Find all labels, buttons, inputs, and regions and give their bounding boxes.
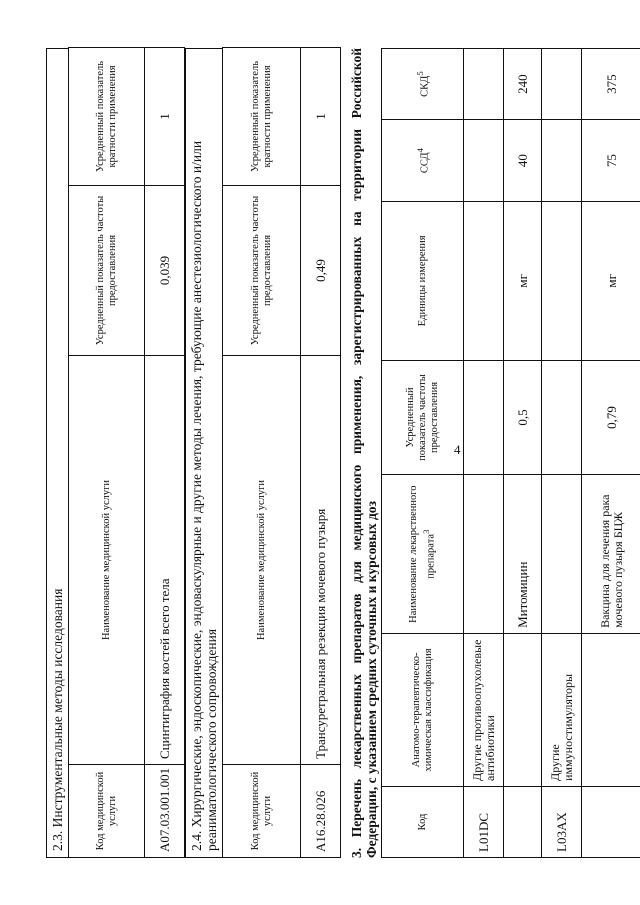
header-name: Наименование медицинской услуги (223, 356, 301, 765)
cell-name: Трансуретральная резекция мочевого пузыря (301, 356, 341, 765)
cell-drug (464, 475, 504, 634)
cell-code (504, 786, 542, 857)
table-header-row (69, 48, 145, 858)
cell-drug: Вакцина для лечения рака мочевого пузыря БЦЖ (582, 475, 640, 634)
header-skd: СКД$^5$ (382, 49, 464, 120)
cell-drug (542, 475, 582, 634)
cell-freq: 0,79 (582, 360, 640, 475)
cell-atc (504, 633, 542, 786)
cell-ssd: 40 (504, 120, 542, 202)
cell-code (582, 786, 640, 857)
cell-code: A07.03.001.001 (145, 765, 185, 858)
cell-ssd (464, 120, 504, 202)
header-mult: Усредненный показатель кратности применения (69, 48, 145, 186)
cell-freq: 0,49 (301, 186, 341, 356)
header-code: Код медицинской услуги (69, 765, 145, 858)
cell-code: A16.28.026 (301, 765, 341, 858)
cell-atc: Другие противоопухолевые антибиотики (464, 633, 504, 786)
header-freq: Усредненный показатель частоты предоставления (69, 186, 145, 356)
page-number: 4 (454, 442, 461, 457)
header-code: Код медицинской услуги (223, 765, 301, 858)
cell-freq (464, 360, 504, 475)
section-3-heading: 3. Перечень лекарственных препаратов для медицинского применения, зарегистрированных на территории Российской Федерации, с указанием средних суточных и курсовых доз (349, 48, 379, 858)
table-row (145, 48, 185, 858)
cell-name: Сцинтиграфия костей всего тела (145, 356, 185, 765)
cell-unit (464, 202, 504, 361)
header-name: Наименование медицинской услуги (69, 356, 145, 765)
header-ssd: ССД$^4$ (382, 120, 464, 202)
section-2-4-caption: 2.4. Хирургические, эндоскопические, эндоваскулярные и другие методы лечения, требующие анестезиологического и/или реаниматологического сопровождения (185, 48, 222, 858)
table-header-row (223, 48, 301, 858)
cell-skd (542, 49, 582, 120)
cell-code: L01DC (464, 786, 504, 857)
cell-ssd: 75 (582, 120, 640, 202)
section-3-table (381, 48, 640, 858)
table-row (464, 49, 504, 858)
cell-freq: 0,039 (145, 186, 185, 356)
table-row (582, 49, 640, 858)
cell-skd: 375 (582, 49, 640, 120)
table-row (504, 49, 542, 858)
cell-unit: мг (582, 202, 640, 361)
header-freq: Усредненный показатель частоты предоставления (223, 186, 301, 356)
cell-mult: 1 (145, 48, 185, 186)
section-3 (349, 48, 640, 858)
header-atc: Анатомо-терапевтическо-химическая классификация (382, 633, 464, 786)
header-unit: Единицы измерения (382, 202, 464, 361)
cell-atc: Другие иммуностимуляторы (542, 633, 582, 786)
cell-drug: Митомицин (504, 475, 542, 634)
cell-mult: 1 (301, 48, 341, 186)
section-2-3 (46, 48, 185, 858)
cell-ssd (542, 120, 582, 202)
section-2-4 (185, 48, 341, 858)
header-freq: Усредненный показатель частоты предоставления (382, 360, 464, 475)
table-row (301, 48, 341, 858)
cell-code: L03AX (542, 786, 582, 857)
cell-atc (582, 633, 640, 786)
cell-freq (542, 360, 582, 475)
header-code: Код (382, 786, 464, 857)
section-2-3-table (68, 47, 185, 858)
rotated-page (46, 48, 625, 858)
section-2-3-caption: 2.3. Инструментальные методы исследования (46, 48, 68, 858)
section-2-4-table (222, 47, 341, 858)
table-row (542, 49, 582, 858)
header-drug: Наименование лекарственного препарата$^3$ (382, 475, 464, 634)
cell-skd (464, 49, 504, 120)
cell-unit: мг (504, 202, 542, 361)
header-mult: Усредненный показатель кратности применения (223, 48, 301, 186)
cell-freq: 0,5 (504, 360, 542, 475)
table-header-row (382, 49, 464, 858)
cell-skd: 240 (504, 49, 542, 120)
cell-unit (542, 202, 582, 361)
